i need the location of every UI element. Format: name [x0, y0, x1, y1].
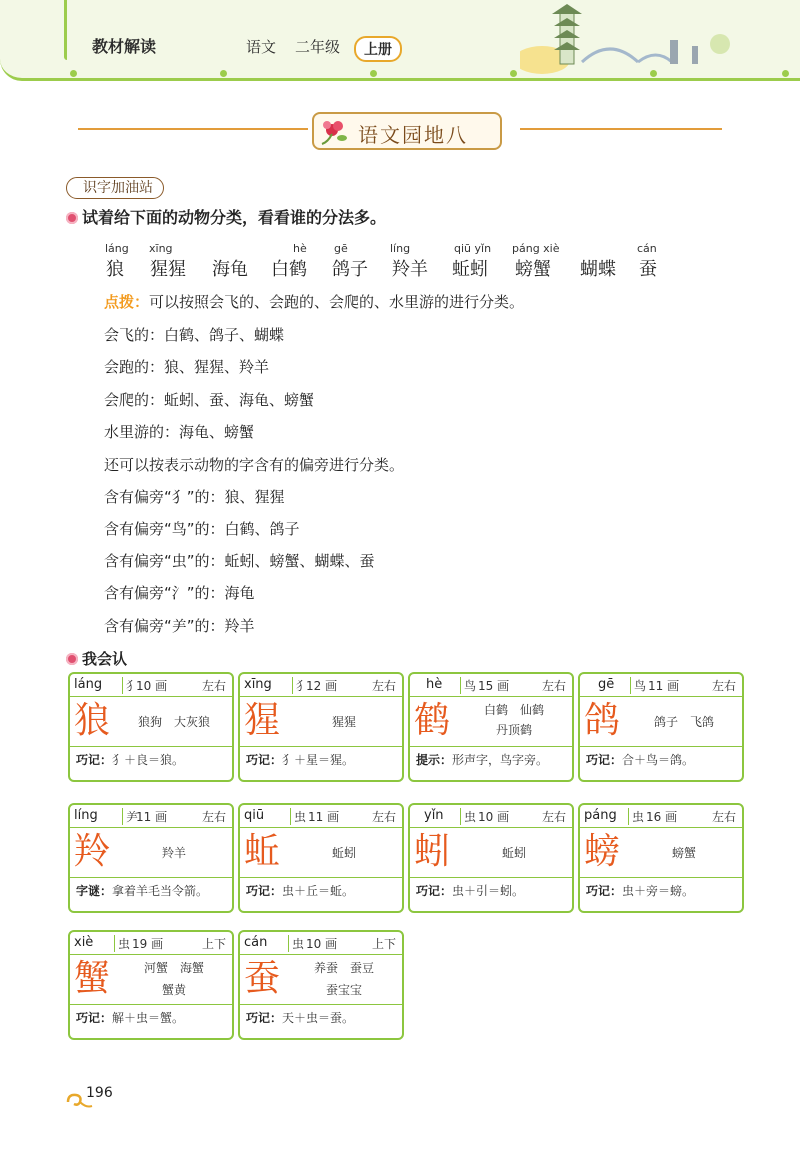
card-words: 养蚕 蚕豆: [313, 961, 374, 975]
section-rule-left: [78, 128, 308, 130]
card-pinyin: láng: [74, 677, 103, 692]
header-volume-badge: 上册: [354, 36, 402, 62]
card-note: [580, 877, 742, 911]
card-radical: 虫: [460, 808, 476, 825]
card-note-key: 巧记：: [76, 1011, 113, 1025]
card-note: [70, 877, 232, 911]
hint-line: 水里游的：海龟、螃蟹: [104, 423, 255, 441]
header-subject: 语文: [246, 38, 277, 56]
header-grade: 二年级: [295, 38, 341, 56]
card-note-text: 犭＋良＝狼。: [112, 753, 185, 767]
card-note-text: 拿着羊毛当令箭。: [112, 884, 209, 898]
task-heading: [66, 205, 386, 228]
char-card-he: [408, 672, 574, 782]
card-radical: 鸟: [460, 677, 476, 694]
card-pinyin: yǐn: [424, 808, 444, 823]
char-card-yin: [408, 803, 574, 913]
page-header: [0, 0, 800, 81]
card-radical: ⺶: [122, 808, 138, 825]
card-structure: 上下: [371, 937, 396, 951]
char-card-qiu: [238, 803, 404, 913]
hint-line: 还可以按表示动物的字含有的偏旁进行分类。: [104, 456, 405, 474]
animal-pinyin: cán: [637, 242, 657, 255]
card-structure: 左右: [371, 679, 396, 693]
card-strokes: 15 画: [478, 679, 510, 693]
hint-line: 含有偏旁“氵”的：海龟: [104, 584, 255, 602]
card-character: 螃: [584, 831, 621, 872]
section-rule-right: [520, 128, 722, 130]
card-radical: 鸟: [630, 677, 646, 694]
card-note: [240, 877, 402, 911]
card-note-key: 巧记：: [586, 884, 623, 898]
card-structure: 左右: [371, 810, 396, 824]
hint-line: 会跑的：狼、猩猩、羚羊: [104, 358, 270, 376]
card-strokes: 11 画: [136, 810, 168, 824]
hint-key: 点拨：: [104, 293, 150, 311]
char-card-can: [238, 930, 404, 1040]
header-title: 教材解读: [92, 37, 157, 56]
card-pinyin: gē: [598, 677, 615, 692]
card-strokes: 10 画: [136, 679, 168, 693]
flower-bullet-icon: [66, 653, 78, 665]
animal-word: 蚕: [639, 259, 657, 280]
animal-word: 海龟: [212, 259, 248, 280]
animal-pinyin: gē: [334, 242, 348, 255]
card-structure: 上下: [201, 937, 226, 951]
card-strokes: 11 画: [308, 810, 340, 824]
card-words: 鸽子 飞鸽: [653, 715, 714, 729]
flower-icon: [318, 116, 354, 146]
card-structure: 左右: [541, 679, 566, 693]
card-words: 蚕宝宝: [325, 983, 362, 997]
animal-word: 狼: [106, 259, 124, 280]
card-words: 螃蟹: [671, 846, 696, 860]
card-note-text: 合＋鸟＝鸽。: [622, 753, 695, 767]
section-title-badge: [312, 112, 502, 150]
hint-line: 含有偏旁“虫”的：蚯蚓、螃蟹、蝴蝶、蚕: [104, 552, 375, 570]
card-words: 蟹黄: [161, 983, 186, 997]
char-card-ling: [68, 803, 234, 913]
card-note-key: 巧记：: [246, 753, 283, 767]
card-note-text: 虫＋引＝蚓。: [452, 884, 525, 898]
hint-text: 可以按照会飞的、会跑的、会爬的、水里游的进行分类。: [149, 293, 525, 311]
char-card-ge: [578, 672, 744, 782]
hint-line: 会爬的：蚯蚓、蚕、海龟、螃蟹: [104, 391, 315, 409]
card-strokes: 16 画: [646, 810, 678, 824]
card-structure: 左右: [541, 810, 566, 824]
card-note-key: 巧记：: [76, 753, 113, 767]
card-note-key: 巧记：: [246, 1011, 283, 1025]
section-title: 语文园地八: [358, 123, 468, 147]
recognize-heading-text: 我会认: [82, 650, 128, 668]
card-note-key: 巧记：: [246, 884, 283, 898]
card-radical: 虫: [290, 808, 306, 825]
hint-intro: [104, 291, 524, 312]
hint-line: 含有偏旁“鸟”的：白鹤、鸽子: [104, 520, 300, 538]
card-structure: 左右: [711, 810, 736, 824]
card-note: [70, 1004, 232, 1038]
recognize-heading: [66, 648, 127, 669]
card-note: [240, 1004, 402, 1038]
card-note: [410, 746, 572, 780]
animal-word: 猩猩: [150, 259, 186, 280]
animal-pinyin: páng xiè: [512, 242, 560, 255]
card-words: 蚯蚓: [331, 846, 356, 860]
card-pinyin: páng: [584, 808, 617, 823]
card-note: [70, 746, 232, 780]
card-strokes: 10 画: [306, 937, 338, 951]
card-strokes: 11 画: [648, 679, 680, 693]
pagoda-landscape-illustration: [520, 0, 750, 76]
animal-pinyin: láng: [105, 242, 129, 255]
card-radical: 虫: [628, 808, 644, 825]
card-words: 白鹤 仙鹤: [483, 703, 544, 717]
card-pinyin: líng: [74, 808, 98, 823]
header-left-bar: [64, 0, 67, 60]
card-character: 蚓: [414, 831, 451, 872]
animal-pinyin: qiū yǐn: [454, 242, 492, 255]
card-note-text: 虫＋旁＝螃。: [622, 884, 695, 898]
char-card-lang: [68, 672, 234, 782]
animal-pinyin: líng: [390, 242, 411, 255]
card-note-key: 巧记：: [586, 753, 623, 767]
task-text: 试着给下面的动物分类，看看谁的分法多。: [82, 208, 387, 227]
animal-word: 蝴蝶: [580, 259, 616, 280]
card-note-text: 犭＋星＝猩。: [282, 753, 355, 767]
card-note-key: 字谜：: [76, 884, 113, 898]
animal-word: 白鹤: [271, 259, 307, 280]
card-words: 河蟹 海蟹: [143, 961, 204, 975]
card-note-text: 形声字，鸟字旁。: [452, 753, 549, 767]
char-card-xie: [68, 930, 234, 1040]
card-radical: 犭: [292, 677, 308, 694]
card-note-key: 提示：: [416, 753, 453, 767]
card-note-text: 解＋虫＝蟹。: [112, 1011, 185, 1025]
card-strokes: 12 画: [306, 679, 338, 693]
animal-pinyin: hè: [293, 242, 307, 255]
animal-word: 羚羊: [392, 259, 428, 280]
card-note-key: 巧记：: [416, 884, 453, 898]
page-number: 196: [86, 1085, 113, 1101]
card-words: 丹顶鹤: [495, 723, 532, 737]
card-character: 鹤: [414, 700, 451, 741]
card-words: 狼狗 大灰狼: [137, 715, 210, 729]
animal-word: 螃蟹: [515, 259, 551, 280]
card-words: 蚯蚓: [501, 846, 526, 860]
animal-word: 蚯蚓: [452, 259, 488, 280]
card-note: [580, 746, 742, 780]
animal-word: 鸽子: [332, 259, 368, 280]
card-character: 羚: [74, 831, 111, 872]
card-pinyin: xiè: [74, 935, 94, 950]
flower-bullet-icon: [66, 212, 78, 224]
card-structure: 左右: [201, 679, 226, 693]
card-character: 猩: [244, 700, 281, 741]
card-structure: 左右: [711, 679, 736, 693]
literacy-station-tag: 识字加油站: [66, 177, 164, 199]
card-character: 鸽: [584, 700, 621, 741]
card-words: 猩猩: [331, 715, 356, 729]
card-pinyin: cán: [244, 935, 268, 950]
card-note: [240, 746, 402, 780]
card-character: 蚕: [244, 958, 281, 999]
hint-line: 含有偏旁“⺶”的：羚羊: [104, 617, 255, 635]
card-strokes: 10 画: [478, 810, 510, 824]
header-dots: [70, 72, 790, 80]
card-pinyin: hè: [426, 677, 443, 692]
card-radical: 犭: [122, 677, 138, 694]
animal-pinyin: xīng: [149, 242, 173, 255]
hint-line: 会飞的：白鹤、鸽子、蝴蝶: [104, 326, 285, 344]
char-card-xing: [238, 672, 404, 782]
card-note: [410, 877, 572, 911]
card-pinyin: xīng: [244, 677, 272, 692]
card-character: 蟹: [74, 958, 111, 999]
card-character: 狼: [74, 700, 111, 741]
card-words: 羚羊: [161, 846, 186, 860]
card-character: 蚯: [244, 831, 281, 872]
char-card-pang: [578, 803, 744, 913]
card-structure: 左右: [201, 810, 226, 824]
card-pinyin: qiū: [244, 808, 265, 823]
card-strokes: 19 画: [132, 937, 164, 951]
card-radical: 虫: [114, 935, 130, 952]
card-note-text: 虫＋丘＝蚯。: [282, 884, 355, 898]
hint-line: 含有偏旁“犭”的：狼、猩猩: [104, 488, 285, 506]
card-note-text: 天＋虫＝蚕。: [282, 1011, 355, 1025]
card-radical: 虫: [288, 935, 304, 952]
